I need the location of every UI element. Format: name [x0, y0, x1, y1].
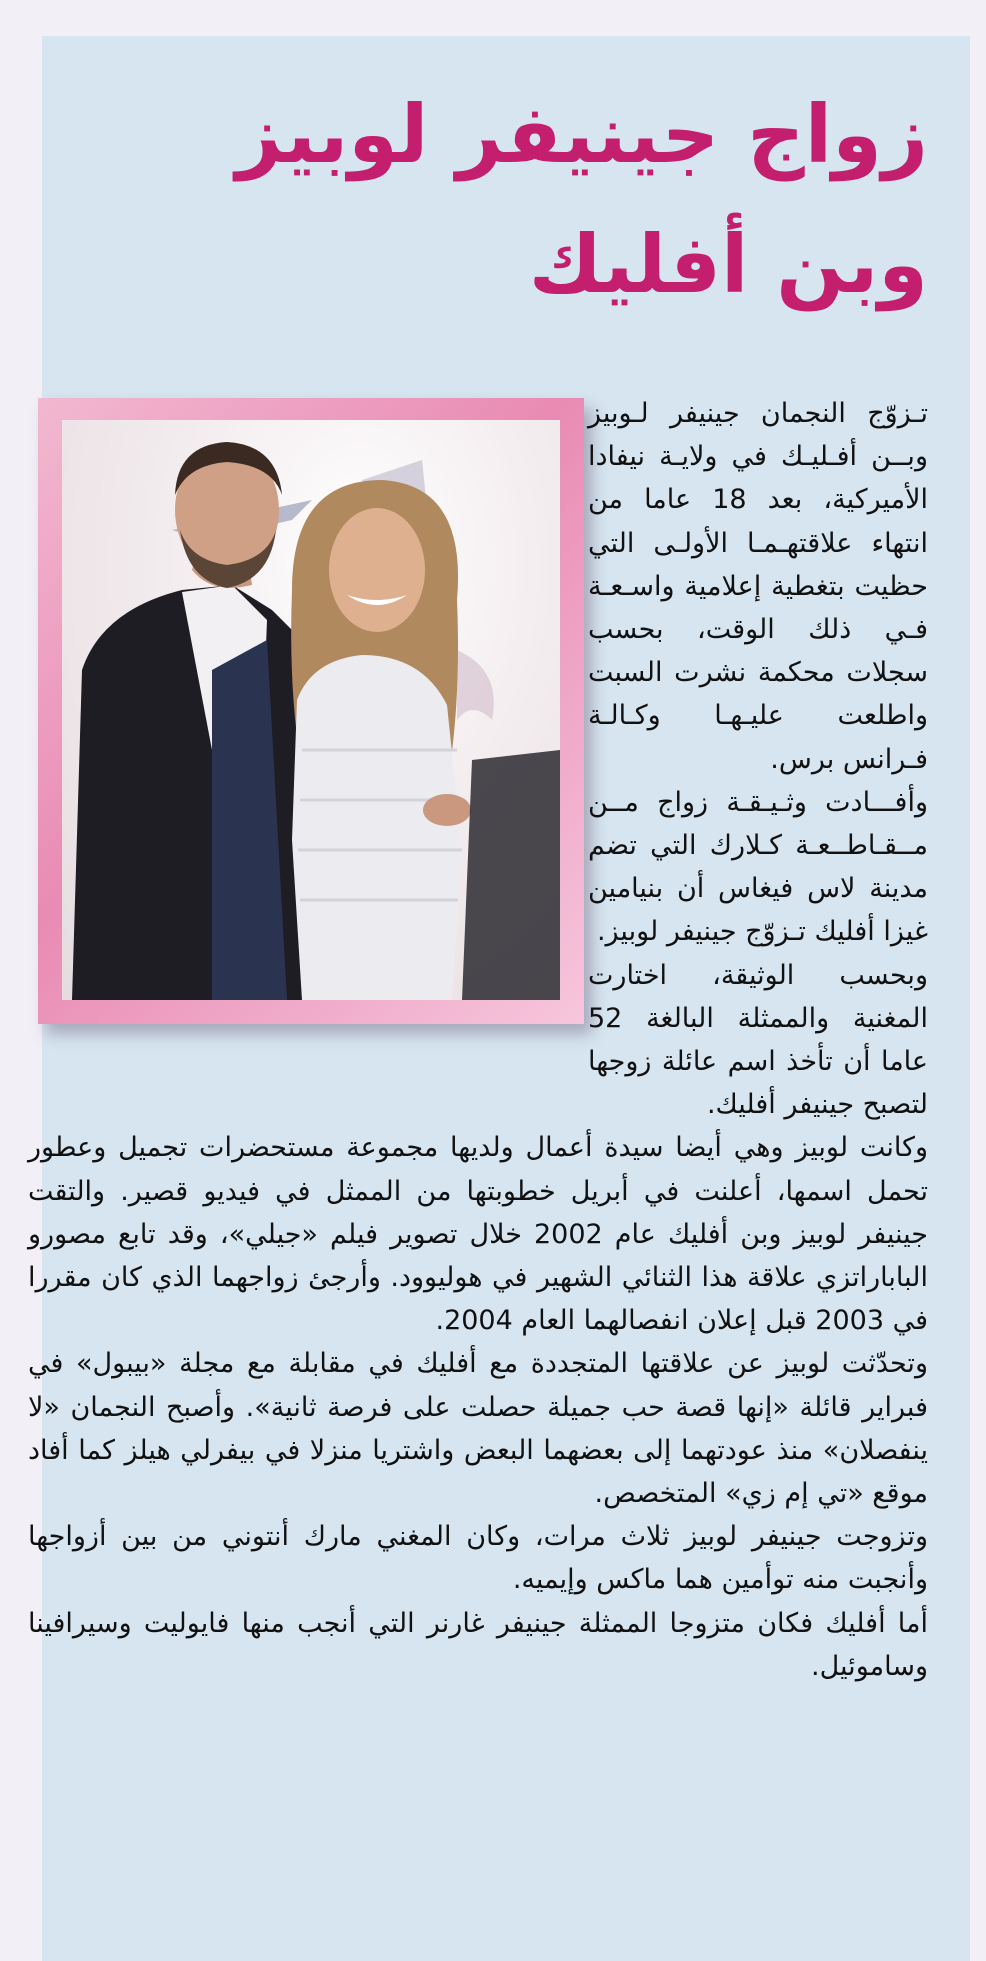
article-body: [28, 392, 928, 1688]
paragraph: وتحدّثت لوبيز عن علاقتها المتجددة مع أفليك في مقابلة مع مجلة «بيبول» في فبراير قائلة «إنها قصة حب جميلة حصلت على فرصة ثانية». وأصبح النجمان «لا ينفصلان» منذ عودتهما إلى بعضهما البعض واشتريا منزلا في بيفرلي هيلز كما أفاد موقع «تي إم زي» المتخصص.: [28, 1348, 928, 1510]
paragraph: وأفـــادت وثـيـقـة زواج مــن مــقـاطــعـة كـلارك التي تضم مدينة لاس فيغاس أن بنيامين غيزا أفليك تـزوّج جينيفر لوبيز.: [588, 786, 928, 948]
paragraph: وكانت لوبيز وهي أيضا سيدة أعمال ولديها مجموعة مستحضرات تجميل وعطور تحمل اسمها، أعلنت في أبريل خطوبتها من الممثل في فيديو قصير. والتقت جينيفر لوبيز وبن أفليك عام 2002 خلال تصوير فيلم «جيلي»، وقد تابع مصورو الباباراتزي علاقة هذا الثنائي الشهير في هوليوود. وأرجئ زواجهما الذي كان مقررا في 2003 قبل إعلان انفصالهما العام 2004.: [28, 1132, 928, 1337]
headline: زواج جينيفر لوبيز وبن أفليك: [235, 88, 928, 311]
paragraph: وتزوجت جينيفر لوبيز ثلاث مرات، وكان المغني مارك أنتوني من بين أزواجها وأنجبت منه توأمين هما ماكس وإيميه.: [28, 1521, 928, 1596]
photo-spacer: [28, 392, 588, 1102]
paragraph: تـزوّج النجمان جينيفر لـوبيز وبــن أفـليـك في ولايـة نيفادا الأميركية، بعد 18 عاما من انتهاء علاقتهـمـا الأولـى التي حظيت بتغطية إعلامية واسـعـة فـي ذلك الوقت، بحسب سجلات محكمة نشرت السبت واطلعت عليـهـا وكـالـة فـرانس برس.: [588, 398, 928, 775]
paragraph: أما أفليك فكان متزوجا الممثلة جينيفر غارنر التي أنجب منها فايوليت وسيرافينا وساموئيل.: [28, 1607, 928, 1682]
paragraph: وبحسب الوثيقة، اختارت المغنية والممثلة البالغة 52 عاما أن تأخذ اسم عائلة زوجها لتصبح جينيفر أفليك.: [588, 959, 928, 1121]
